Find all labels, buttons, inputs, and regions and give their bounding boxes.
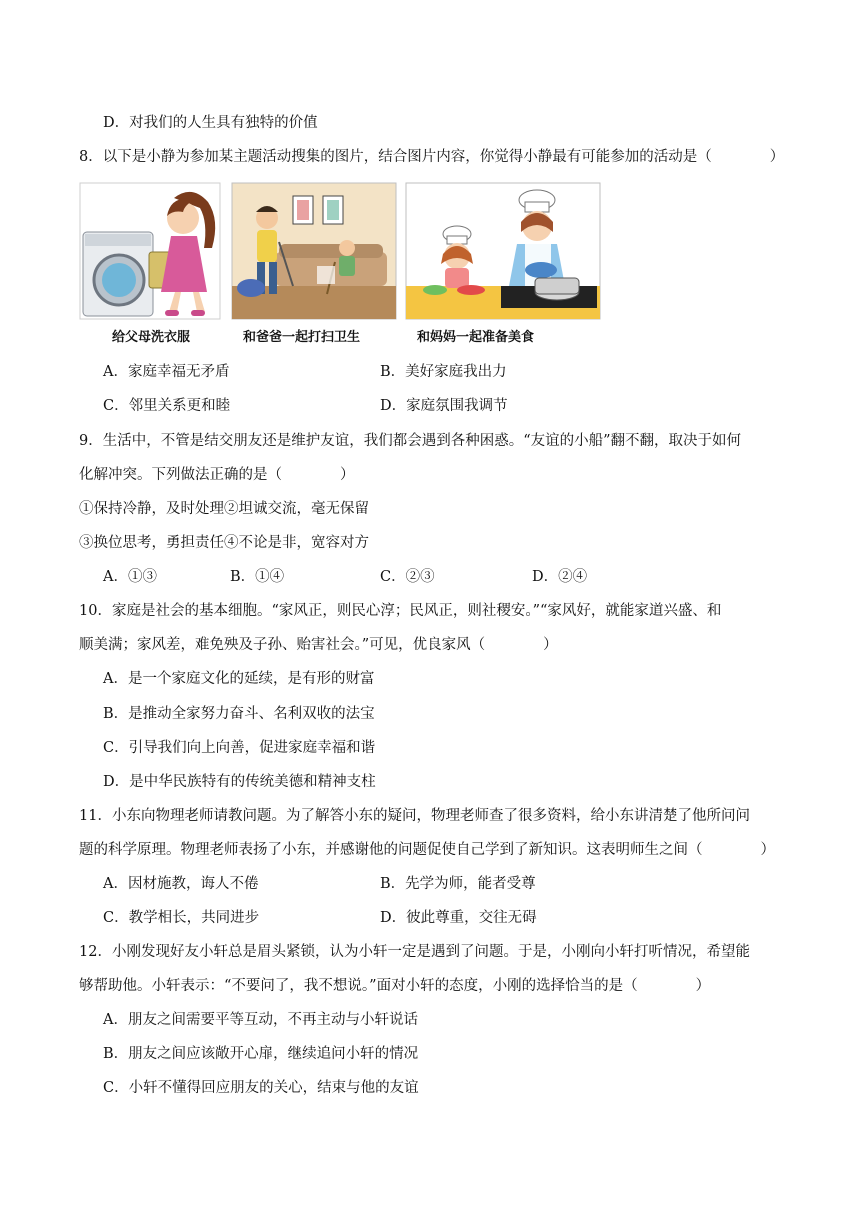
- caption-cooking: 和妈妈一起准备美食: [417, 330, 535, 345]
- caption-laundry: 给父母洗衣服: [112, 330, 191, 345]
- q8-option-d[interactable]: D．家庭氛围我调节: [380, 398, 508, 414]
- q10-stem-line1: 10．家庭是社会的基本细胞。“家风正，则民心淳；民风正，则社稷安。”“家风好，就能家道兴盛、和: [79, 603, 722, 619]
- q9-option-b[interactable]: B．①④: [230, 569, 285, 585]
- q9-stem-line1: 9．生活中，不管是结交朋友还是维护友谊，我们都会遇到各种困惑。“友谊的小船”翻不翻，取决于如何: [79, 433, 742, 449]
- laundry-illustration: [79, 182, 221, 320]
- q9-option-d[interactable]: D．②④: [532, 569, 588, 585]
- q12-option-b[interactable]: B．朋友之间应该敞开心扉，继续追问小轩的情况: [103, 1046, 419, 1062]
- q8-option-a[interactable]: A．家庭幸福无矛盾: [103, 364, 230, 380]
- q9-option-c[interactable]: C．②③: [380, 569, 435, 585]
- q12-option-a[interactable]: A．朋友之间需要平等互动，不再主动与小轩说话: [103, 1012, 418, 1028]
- cooking-illustration: [405, 182, 601, 320]
- q11-option-c[interactable]: C．教学相长，共同进步: [103, 910, 260, 926]
- q10-option-c[interactable]: C．引导我们向上向善，促进家庭幸福和谐: [103, 740, 376, 756]
- q10-stem-line2: 顺美满；家风差，难免殃及子孙、贻害社会。”可见，优良家风（ ）: [79, 637, 558, 653]
- q9-items-line1: ①保持冷静，及时处理②坦诚交流，毫无保留: [79, 501, 369, 517]
- q10-option-b[interactable]: B．是推动全家努力奋斗、名利双收的法宝: [103, 706, 375, 722]
- q12-stem-line1: 12．小刚发现好友小轩总是眉头紧锁，认为小轩一定是遇到了问题。于是，小刚向小轩打听情况，希望能: [79, 944, 750, 960]
- q7-option-d[interactable]: D．对我们的人生具有独特的价值: [103, 115, 318, 131]
- q8-option-c[interactable]: C．邻里关系更和睦: [103, 398, 231, 414]
- q10-option-a[interactable]: A．是一个家庭文化的延续，是有形的财富: [103, 671, 375, 687]
- q11-option-a[interactable]: A．因材施教，诲人不倦: [103, 876, 259, 892]
- q9-stem-line2: 化解冲突。下列做法正确的是（ ）: [79, 467, 355, 483]
- q11-stem-line1: 11．小东向物理老师请教问题。为了解答小东的疑问，物理老师查了很多资料，给小东讲清楚了他所问问: [79, 808, 750, 824]
- q10-option-d[interactable]: D．是中华民族特有的传统美德和精神支柱: [103, 774, 376, 790]
- q9-option-a[interactable]: A．①③: [103, 569, 157, 585]
- caption-cleaning: 和爸爸一起打扫卫生: [243, 330, 361, 345]
- q11-option-d[interactable]: D．彼此尊重，交往无碍: [380, 910, 537, 926]
- q8-stem: 8．以下是小静为参加某主题活动搜集的图片，结合图片内容，你觉得小静最有可能参加的活动是（ ）: [79, 149, 785, 165]
- q11-stem-line2: 题的科学原理。物理老师表扬了小东，并感谢他的问题促使自己学到了新知识。这表明师生之间（ ）: [79, 842, 775, 858]
- q11-option-b[interactable]: B．先学为师，能者受尊: [380, 876, 536, 892]
- q9-items-line2: ③换位思考，勇担责任④不论是非，宽容对方: [79, 535, 369, 551]
- q12-stem-line2: 够帮助他。小轩表示：“不要问了，我不想说。”面对小轩的态度，小刚的选择恰当的是（ ）: [79, 978, 711, 994]
- q8-image-strip: [79, 182, 601, 344]
- q12-option-c[interactable]: C．小轩不懂得回应朋友的关心，结束与他的友谊: [103, 1080, 419, 1096]
- cleaning-illustration: [231, 182, 397, 320]
- q8-option-b[interactable]: B．美好家庭我出力: [380, 364, 507, 380]
